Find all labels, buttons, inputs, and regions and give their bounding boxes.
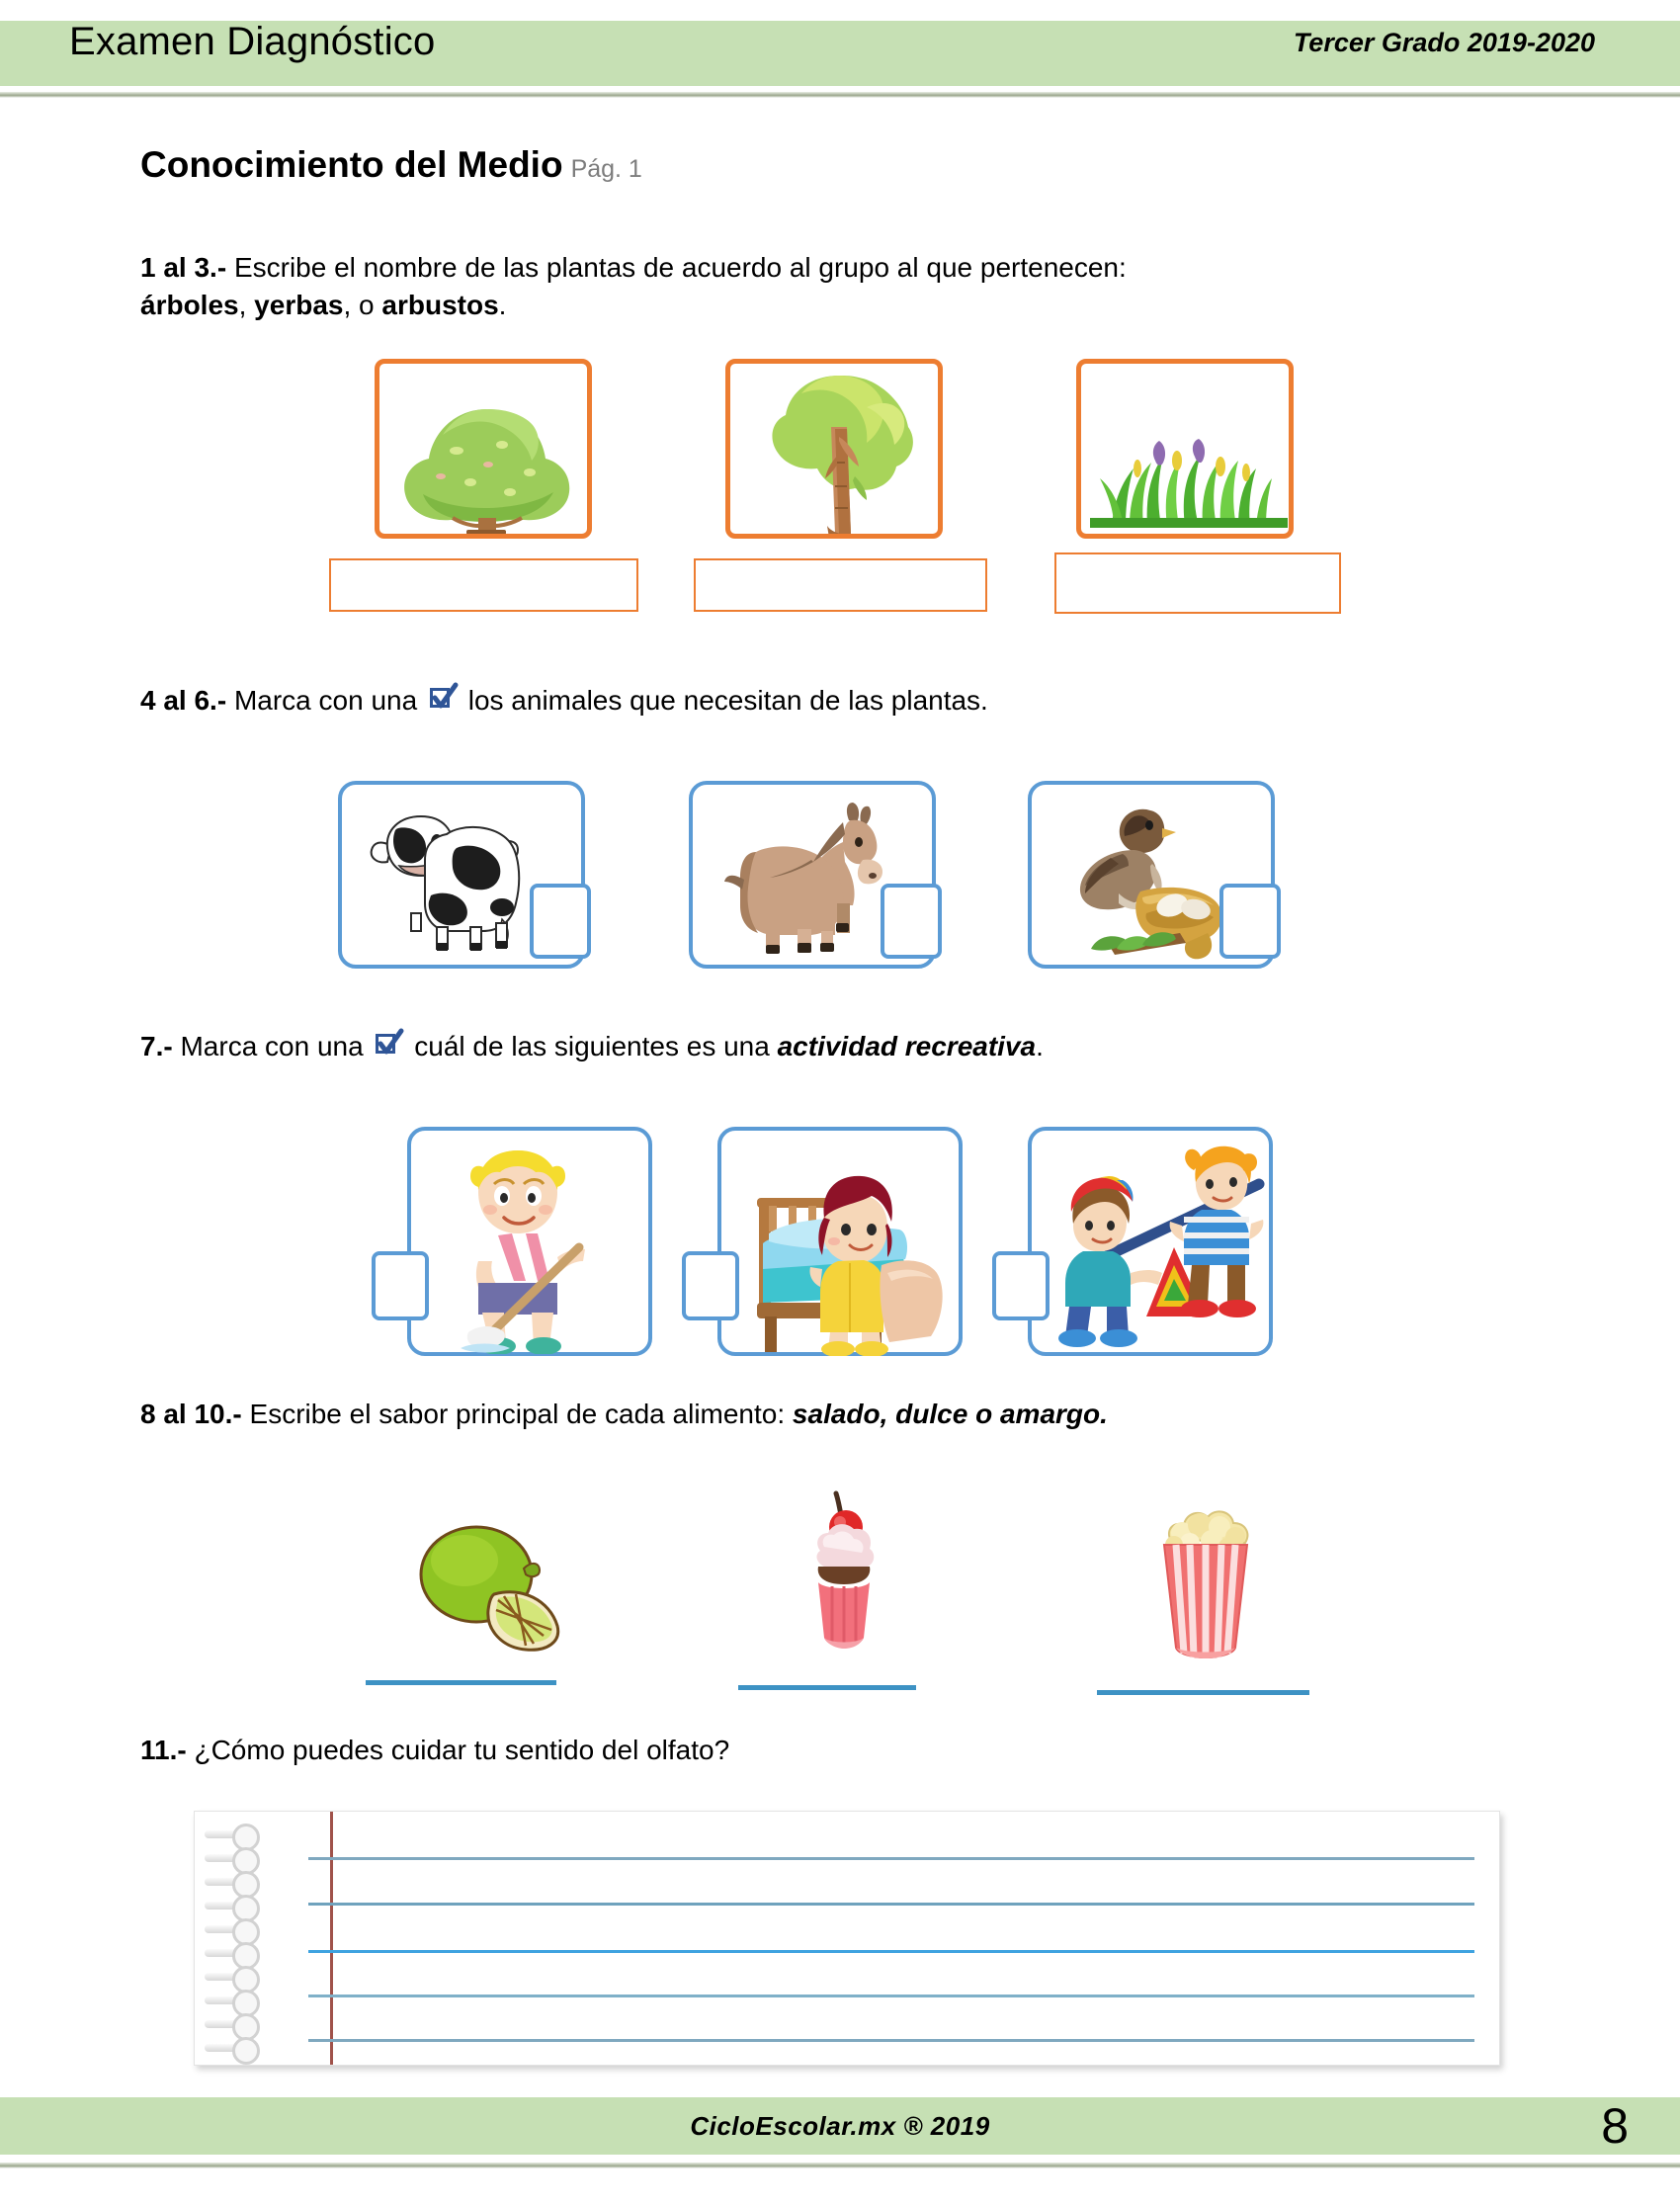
- spiral-ring-8: [203, 1990, 260, 2011]
- footer-credit: CicloEscolar.mx ® 2019: [690, 2111, 990, 2141]
- spiral-ring-4: [203, 1895, 260, 1916]
- spiral-ring-5: [203, 1918, 260, 1940]
- question-7-text-before: Marca con una: [172, 1031, 372, 1061]
- activity-frame-seesaw: [1028, 1127, 1273, 1356]
- exam-title: Examen Diagnóstico: [69, 20, 436, 63]
- cow-icon: [352, 805, 540, 953]
- q1-arbustos: arbustos: [381, 290, 499, 320]
- popcorn-icon: [1136, 1487, 1275, 1660]
- girl-mopping-icon: [443, 1145, 621, 1354]
- question-11: [140, 1732, 729, 1769]
- animal-checkbox-bird[interactable]: [1219, 884, 1281, 959]
- taste-answer-line-1[interactable]: [366, 1680, 556, 1685]
- answer-notebook[interactable]: [194, 1811, 1500, 2066]
- section-title-text: Conocimiento del Medio: [140, 144, 563, 185]
- lime-icon: [395, 1517, 593, 1655]
- plant-frame-bush: [375, 359, 592, 539]
- q1-arboles: árboles: [140, 290, 239, 320]
- spiral-ring-3: [203, 1871, 260, 1893]
- spiral-ring-1: [203, 1824, 260, 1845]
- spiral-ring-6: [203, 1942, 260, 1964]
- spiral-ring-10: [203, 2037, 260, 2059]
- notebook-rule-1: [308, 1857, 1474, 1860]
- plant-frame-grass: [1076, 359, 1294, 539]
- tree-icon: [756, 368, 924, 538]
- spiral-ring-7: [203, 1966, 260, 1988]
- question-7-text-end: .: [1036, 1031, 1044, 1061]
- plant-answer-box-1[interactable]: [329, 558, 638, 612]
- bush-icon: [393, 403, 581, 537]
- activity-checkbox-mopping[interactable]: [372, 1251, 429, 1320]
- spiral-ring-2: [203, 1847, 260, 1869]
- children-seesaw-icon: [1046, 1141, 1273, 1348]
- question-1-3-line2: [140, 287, 506, 324]
- q1-yerbas: yerbas: [254, 290, 344, 320]
- taste-answer-line-2[interactable]: [738, 1685, 916, 1690]
- header-shadow: [0, 92, 1680, 98]
- question-1-3-line1: [140, 249, 1127, 287]
- plant-frame-tree: [725, 359, 943, 539]
- q1-sp4: , o: [343, 290, 382, 320]
- question-8-10: [140, 1396, 1108, 1433]
- footer-shadow: [0, 2163, 1680, 2168]
- grass-icon: [1090, 439, 1288, 528]
- question-8-10-emphasis: salado, dulce o amargo.: [792, 1399, 1108, 1429]
- plant-answer-box-3[interactable]: [1054, 552, 1341, 614]
- animal-frame-bird: [1028, 781, 1275, 969]
- question-4-6-text-after: los animales que necesitan de las plantas.: [460, 685, 988, 716]
- cupcake-icon: [781, 1487, 909, 1651]
- checkbox-checked-icon: [376, 1034, 401, 1060]
- q1-sp2: ,: [238, 290, 255, 320]
- animal-checkbox-horse[interactable]: [881, 884, 942, 959]
- horse-icon: [714, 801, 892, 954]
- animal-frame-horse-real: [689, 781, 936, 969]
- page-number: 8: [1601, 2098, 1629, 2154]
- bird-nest-icon: [1050, 795, 1247, 963]
- question-4-6-text-before: Marca con una: [226, 685, 425, 716]
- question-11-text: ¿Cómo puedes cuidar tu sentido del olfato?: [186, 1735, 730, 1765]
- taste-answer-line-3[interactable]: [1097, 1690, 1309, 1695]
- question-8-10-text-before: Escribe el sabor principal de cada alimento:: [241, 1399, 793, 1429]
- question-11-number: 11.-: [140, 1735, 187, 1765]
- notebook-margin-line: [330, 1812, 333, 2065]
- section-page-label: Pág. 1: [570, 155, 642, 183]
- question-8-10-number: 8 al 10.-: [140, 1399, 242, 1429]
- girl-making-bed-icon: [739, 1148, 957, 1356]
- grade-period-label: Tercer Grado 2019-2020: [1293, 28, 1595, 57]
- section-title: [140, 144, 642, 186]
- question-1-3-text: Escribe el nombre de las plantas de acuerdo al grupo al que pertenecen:: [226, 252, 1127, 283]
- activity-frame-making-bed: [717, 1127, 963, 1356]
- spiral-ring-9: [203, 2013, 260, 2035]
- question-7: [140, 1028, 1044, 1065]
- activity-checkbox-making-bed[interactable]: [682, 1251, 739, 1320]
- animal-frame-cow: [338, 781, 585, 969]
- plant-answer-box-2[interactable]: [694, 558, 987, 612]
- animal-checkbox-cow[interactable]: [530, 884, 591, 959]
- question-7-emphasis: actividad recreativa: [777, 1031, 1037, 1061]
- question-1-3-number: 1 al 3.-: [140, 252, 227, 283]
- notebook-rule-4: [308, 1995, 1474, 1997]
- notebook-rule-3: [308, 1950, 1474, 1953]
- q1-sp6: .: [498, 290, 507, 320]
- question-4-6: [140, 682, 988, 720]
- question-7-text-middle: cuál de las siguientes es una: [406, 1031, 778, 1061]
- activity-frame-mopping: [407, 1127, 652, 1356]
- notebook-rule-2: [308, 1903, 1474, 1906]
- question-4-6-number: 4 al 6.-: [140, 685, 227, 716]
- question-7-number: 7.-: [140, 1031, 173, 1061]
- notebook-rule-5: [308, 2039, 1474, 2042]
- checkbox-checked-icon: [430, 688, 456, 714]
- activity-checkbox-seesaw[interactable]: [992, 1251, 1050, 1320]
